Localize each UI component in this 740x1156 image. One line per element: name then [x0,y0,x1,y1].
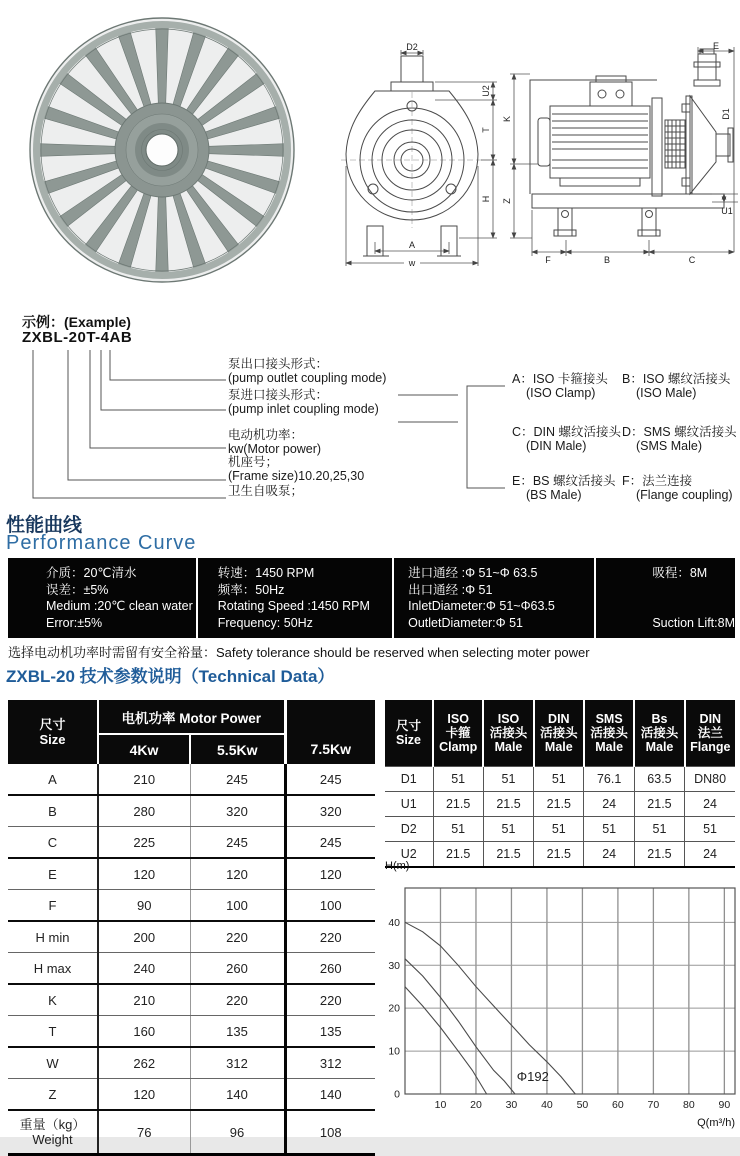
x-tick-label: 50 [576,1099,589,1111]
value-cell: 90 [98,890,190,922]
value-cell: 245 [190,764,285,795]
safety-note: 选择电动机功率时需留有安全裕量：Safety tolerance should be reserved when selecting moter power [8,645,590,660]
value-cell: 120 [190,858,285,890]
table-row [8,795,375,827]
y-tick-label: 30 [388,959,400,972]
row-label: D1 [385,767,433,792]
spec-line: Frequency: 50Hz [217,615,313,630]
legend-line-en: (ISO Clamp) [526,386,596,400]
value-cell: 51 [483,767,533,792]
value-cell: 245 [285,827,375,859]
value-cell: 220 [285,984,375,1016]
value-cell: 120 [98,1079,190,1111]
value-cell: 24 [584,842,634,868]
impeller-diameter-annotation: Φ192 [516,1069,549,1085]
value-cell: 312 [285,1047,375,1079]
legend-item [512,372,608,400]
value-cell: 260 [190,953,285,985]
value-cell: 220 [190,984,285,1016]
spec-line: 频率：50Hz [217,582,285,597]
legend-line-cn: B：ISO 螺纹活接头 [622,372,731,386]
row-label: H min [8,921,98,953]
coupling-col-header: SMS 活接头 Male [584,700,634,767]
legend-line-cn: F：法兰连接 [622,474,693,488]
legend-line-en: (BS Male) [526,488,582,502]
dim-label-w: w [408,258,416,268]
spec-line: 介质：20℃清水 [46,566,137,580]
value-cell: 51 [634,817,684,842]
legend-line-cn: D：SMS 螺纹活接头 [622,425,737,439]
row-label: W [8,1047,98,1079]
example-callout [228,389,379,416]
legend-item [622,425,737,453]
table-row [8,764,375,795]
x-tick-label: 40 [541,1099,553,1111]
value-cell: 245 [285,764,375,795]
value-cell: 76 [98,1110,190,1155]
value-cell: 21.5 [534,792,584,817]
value-cell: 24 [685,792,735,817]
dim-label-c: C [688,255,696,265]
value-cell: 21.5 [483,842,533,868]
value-cell: 210 [98,984,190,1016]
dim-label-z: Z [502,198,512,204]
spec-line [652,598,735,615]
x-tick-label: 70 [647,1099,660,1111]
value-cell: 240 [98,953,190,985]
x-tick-label: 80 [683,1099,695,1111]
value-cell: 96 [190,1110,285,1155]
value-cell: 21.5 [634,792,684,817]
callout-text-en: (pump inlet coupling mode) [228,401,379,416]
model-example-section [0,308,740,508]
spec-column [198,558,392,638]
performance-curve-chart [383,858,740,1137]
legend-item [622,474,733,502]
example-model-code: ZXBL-20T-4AB [22,329,133,346]
example-callout [228,429,321,456]
performance-heading-cn: 性能曲线 [6,515,83,536]
row-label: E [8,858,98,890]
pump-front-view-drawing [315,42,510,267]
legend-item [512,474,616,502]
table-row [385,792,735,817]
motor-power-header: 电机功率 Motor Power [98,700,285,734]
value-cell: 21.5 [534,842,584,868]
value-cell: 51 [584,817,634,842]
example-callout [228,358,386,385]
spec-column [8,558,196,638]
row-label: Z [8,1079,98,1111]
row-label: U2 [385,842,433,868]
coupling-col-header: DIN 法兰 Flange [685,700,735,767]
x-axis-label: Q(m³/h) [697,1117,735,1129]
row-label: A [8,764,98,795]
table-row [8,953,375,985]
spec-line: 转速：1450 RPM [217,566,315,580]
value-cell: 225 [98,827,190,859]
row-label: F [8,890,98,922]
value-cell: 51 [685,817,735,842]
dim-label-u1: U1 [721,206,733,216]
pump-curve [405,959,515,1094]
value-cell: 320 [190,795,285,827]
value-cell: 24 [685,842,735,868]
row-label: 重量（kg） Weight [8,1110,98,1155]
example-callout [228,456,364,483]
legend-line-cn: A：ISO 卡箍接头 [512,372,608,386]
dim-label-b: B [603,255,611,265]
table-row [8,1079,375,1111]
row-label: K [8,984,98,1016]
table-row [385,767,735,792]
row-label: T [8,1016,98,1048]
value-cell: 63.5 [634,767,684,792]
value-cell: 140 [285,1079,375,1111]
example-title: 示例：(Example) [22,314,131,330]
spec-column [596,558,735,638]
value-cell: 280 [98,795,190,827]
table-row [8,858,375,890]
power-col-header: 4Kw [98,734,190,764]
row-label: U1 [385,792,433,817]
value-cell: 200 [98,921,190,953]
example-callout [228,485,303,499]
value-cell: 100 [190,890,285,922]
x-tick-label: 10 [434,1099,447,1111]
legend-item [512,425,621,453]
row-label: D2 [385,817,433,842]
legend-line-en: (Flange coupling) [636,488,733,502]
row-label: C [8,827,98,859]
spec-line: Medium :20℃ clean water [46,599,193,613]
value-cell: 51 [534,767,584,792]
value-cell: 220 [285,921,375,953]
x-tick-label: 90 [718,1099,731,1111]
spec-line: 进口通经 :Φ 51~Φ 63.5 [408,566,538,580]
value-cell: 21.5 [433,792,483,817]
value-cell: DN80 [685,767,735,792]
value-cell: 51 [433,767,483,792]
table-row [8,921,375,953]
table-row [385,817,735,842]
value-cell: 76.1 [584,767,634,792]
technical-data-heading: ZXBL-20 技术参数说明（Technical Data） [6,667,335,686]
pump-curve [405,987,487,1094]
coupling-col-header: ISO 卡箍 Clamp [433,700,483,767]
table-row [8,1047,375,1079]
value-cell: 51 [534,817,584,842]
spec-line: 出口通经 :Φ 51 [408,582,493,597]
dim-label-u2: U2 [481,85,491,97]
dimension-table [8,700,375,1156]
chart-plot-area [383,858,740,1137]
power-col-header: 5.5Kw [190,734,285,764]
value-cell: 220 [190,921,285,953]
row-label: H max [8,953,98,985]
spec-column [394,558,594,638]
dim-label-f: F [545,255,551,265]
dim-label-h: H [481,195,491,203]
value-cell: 21.5 [433,842,483,868]
spec-line: 吸程：8M [652,566,708,580]
impeller-photo [22,3,302,298]
coupling-col-header: ISO 活接头 Male [483,700,533,767]
chart-y-axis-label: H(m) [385,860,410,872]
value-cell: 135 [285,1016,375,1048]
row-label: B [8,795,98,827]
value-cell: 108 [285,1110,375,1155]
spec-line: 误差：±5% [46,582,109,597]
callout-text-cn: 卫生自吸泵； [228,484,304,498]
callout-text-cn: 电动机功率： [228,428,304,442]
spec-line: Suction Lift:8M [652,615,735,630]
value-cell: 262 [98,1047,190,1079]
table-row [8,1110,375,1155]
table-row [8,827,375,859]
table-row [8,984,375,1016]
legend-line-en: (ISO Male) [636,386,697,400]
performance-heading-en: Performance Curve [6,532,197,554]
plot-border [405,888,735,1094]
callout-text-cn: 机座号； [228,455,279,469]
value-cell: 51 [433,817,483,842]
value-cell: 260 [285,953,375,985]
spec-line: Rotating Speed :1450 RPM [217,599,370,613]
x-tick-label: 20 [470,1099,482,1111]
y-tick-label: 0 [394,1088,400,1101]
callout-text-en: (Frame size)10.20,25,30 [228,468,365,483]
value-cell: 140 [190,1079,285,1111]
y-tick-label: 10 [388,1045,400,1058]
value-cell: 312 [190,1047,285,1079]
dim-label-e: E [712,41,720,51]
value-cell: 21.5 [634,842,684,868]
spec-line: OutletDiameter:Φ 51 [408,615,524,630]
coupling-col-header: Bs 活接头 Male [634,700,684,767]
dim-label-d1: D1 [721,108,731,120]
value-cell: 21.5 [483,792,533,817]
size-header: 尺寸 Size [8,700,98,764]
value-cell: 51 [483,817,533,842]
spec-line: InletDiameter:Φ 51~Φ63.5 [408,599,555,613]
value-cell: 100 [285,890,375,922]
spec-line [652,582,735,599]
value-cell: 120 [285,858,375,890]
callout-text-cn: 泵进口接头形式： [228,388,329,402]
value-cell: 210 [98,764,190,795]
size-header: 尺寸 Size [385,700,433,767]
coupling-col-header: DIN 活接头 Male [534,700,584,767]
table-row [8,890,375,922]
x-tick-label: 30 [505,1099,518,1111]
pump-side-view-drawing [502,42,737,267]
legend-line-en: (SMS Male) [636,439,702,453]
spec-bar [8,558,735,638]
callout-text-cn: 泵出口接头形式： [228,357,329,371]
y-tick-label: 40 [388,916,400,929]
value-cell: 135 [190,1016,285,1048]
x-tick-label: 60 [612,1099,624,1111]
blank-header-cell [285,700,375,734]
table-row [8,1016,375,1048]
dim-label-a: A [408,240,416,250]
callout-text-en: kw(Motor power) [228,441,322,456]
value-cell: 320 [285,795,375,827]
legend-line-en: (DIN Male) [526,439,587,453]
dim-label-d2: D2 [406,42,418,52]
y-tick-label: 20 [388,1002,400,1015]
coupling-table [385,700,735,868]
dim-label-k: K [502,115,512,123]
callout-text-en: (pump outlet coupling mode) [228,370,387,385]
power-col-header: 7.5Kw [285,734,375,764]
value-cell: 245 [190,827,285,859]
spec-line: Error:±5% [46,615,103,630]
value-cell: 160 [98,1016,190,1048]
legend-line-cn: E：BS 螺纹活接头 [512,474,616,488]
legend-line-cn: C：DIN 螺纹活接头 [512,425,622,439]
value-cell: 24 [584,792,634,817]
impeller-bore [146,134,178,166]
legend-item [622,372,730,400]
dim-label-t: T [481,127,491,133]
value-cell: 120 [98,858,190,890]
